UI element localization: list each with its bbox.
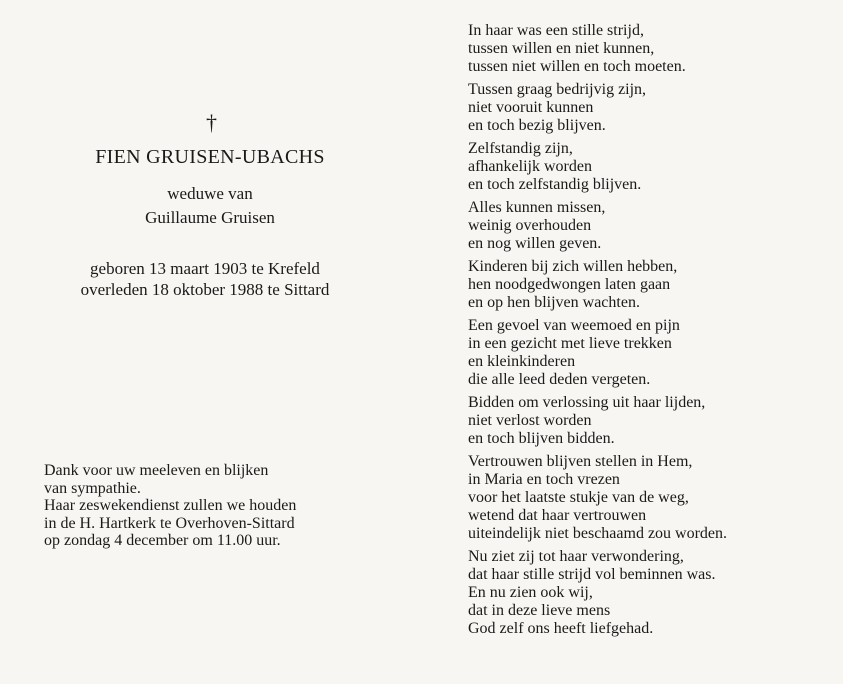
poem-line: Zelfstandig zijn, — [468, 140, 573, 157]
thanks-paragraph — [44, 462, 296, 550]
thanks-line: Haar zeswekendienst zullen we houden — [44, 497, 297, 514]
poem-line: Een gevoel van weemoed en pijn — [468, 317, 680, 334]
widow-of-label: weduwe van — [167, 184, 253, 203]
poem-line: voor het laatste stukje van de weg, — [468, 489, 689, 506]
birth-line: geboren 13 maart 1903 te Krefeld — [90, 259, 320, 278]
poem-line: tussen willen en niet kunnen, — [468, 40, 655, 57]
poem-stanza — [468, 81, 727, 135]
poem-line: Kinderen bij zich willen hebben, — [468, 258, 678, 275]
poem-line: en toch zelfstandig blijven. — [468, 176, 642, 193]
poem — [468, 22, 727, 643]
poem-stanza — [468, 317, 727, 389]
poem-line: God zelf ons heeft liefgehad. — [468, 620, 654, 637]
husband-name: Guillaume Gruisen — [145, 208, 275, 227]
poem-line: en toch bezig blijven. — [468, 117, 606, 134]
poem-line: die alle leed deden vergeten. — [468, 371, 651, 388]
poem-line: Vertrouwen blijven stellen in Hem, — [468, 453, 693, 470]
poem-line: Bidden om verlossing uit haar lijden, — [468, 394, 706, 411]
poem-line: dat in deze lieve mens — [468, 602, 611, 619]
poem-stanza — [468, 22, 727, 76]
left-panel — [0, 0, 420, 684]
poem-line: In haar was een stille strijd, — [468, 22, 644, 39]
poem-line: niet vooruit kunnen — [468, 99, 594, 116]
thanks-line: Dank voor uw meeleven en blijken — [44, 462, 269, 479]
poem-line: uiteindelijk niet beschaamd zou worden. — [468, 525, 728, 542]
poem-line: Alles kunnen missen, — [468, 199, 606, 216]
poem-line: niet verlost worden — [468, 412, 592, 429]
poem-line: in een gezicht met lieve trekken — [468, 335, 672, 352]
poem-line: en nog willen geven. — [468, 235, 602, 252]
cross-icon: † — [206, 110, 217, 135]
poem-stanza — [468, 258, 727, 312]
poem-line: en op hen blijven wachten. — [468, 294, 640, 311]
poem-line: Tussen graag bedrijvig zijn, — [468, 81, 647, 98]
poem-stanza — [468, 140, 727, 194]
poem-line: En nu zien ook wij, — [468, 584, 593, 601]
thanks-line: in de H. Hartkerk te Overhoven-Sittard — [44, 514, 295, 532]
poem-stanza — [468, 394, 727, 448]
poem-stanza — [468, 548, 727, 638]
poem-line: en kleinkinderen — [468, 353, 576, 370]
poem-line: weinig overhouden — [468, 217, 592, 234]
poem-stanza — [468, 199, 727, 253]
poem-line: afhankelijk worden — [468, 158, 592, 175]
thanks-line: op zondag 4 december om 11.00 uur. — [44, 532, 281, 549]
poem-line: Nu ziet zij tot haar verwondering, — [468, 548, 684, 565]
poem-line: dat haar stille strijd vol beminnen was. — [468, 566, 716, 583]
death-line: overleden 18 oktober 1988 te Sittard — [80, 280, 330, 299]
poem-line: en toch blijven bidden. — [468, 430, 615, 447]
poem-line: wetend dat haar vertrouwen — [468, 507, 647, 524]
poem-stanza — [468, 453, 727, 543]
poem-line: hen noodgedwongen laten gaan — [468, 276, 671, 293]
poem-line: tussen niet willen en toch moeten. — [468, 58, 686, 75]
poem-line: in Maria en toch vrezen — [468, 471, 620, 488]
deceased-name: FIEN GRUISEN-UBACHS — [95, 146, 325, 168]
thanks-line: van sympathie. — [44, 479, 141, 497]
